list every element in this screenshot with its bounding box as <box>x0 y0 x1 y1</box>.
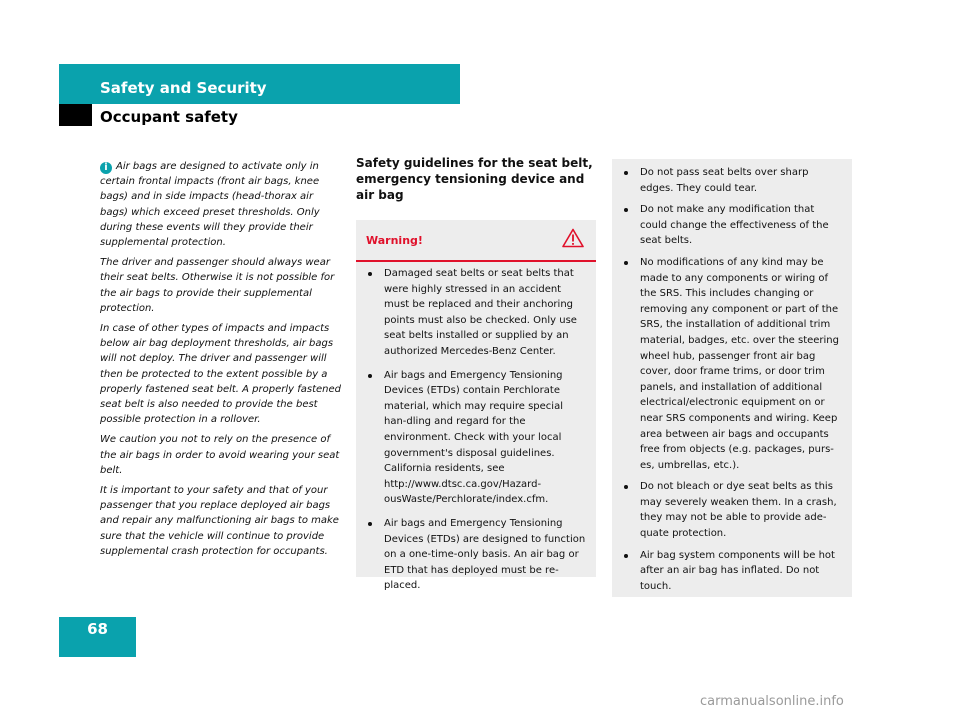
warning-header <box>356 220 596 262</box>
list-item: Do not bleach or dye seat belts as this may severely weaken them. In a crash, they may not be able to provide ade-quate protection. <box>612 479 844 541</box>
list-item: Damaged seat belts or seat belts that were highly stressed in an accident must be replaced and their anchoring points must also be checked. Only use seat belts installed or supplied by an authorized Mercedes-Benz Center. <box>356 266 588 360</box>
info-paragraph: The driver and passenger should always wear their seat belts. Otherwise it is not possible for the air bags to provide their supplemental protection. <box>100 257 335 314</box>
warning-list <box>356 262 596 594</box>
header-tab <box>59 104 92 126</box>
list-item: Do not make any modification that could change the effectiveness of the seat belts. <box>612 202 844 249</box>
watermark: carmanualsonline.info <box>700 694 844 709</box>
list-item: Air bag system components will be hot after an air bag has inflated. Do not touch. <box>612 548 844 595</box>
section-heading: Safety guidelines for the seat belt, emergency tensioning device and air bag <box>356 156 593 202</box>
section-title: Safety and Security <box>100 79 267 97</box>
subsection-title: Occupant safety <box>100 108 238 126</box>
warning-label: Warning! <box>366 234 423 247</box>
info-notes <box>100 159 342 564</box>
info-paragraph: It is important to your safety and that of your passenger that you replace deployed air bags and repair any malfunctioning air bags to make sure that the vehicle will continue to provide supplemental crash protection for occupants. <box>100 485 339 557</box>
list-item: No modifications of any kind may be made to any components or wiring of the SRS. This includes changing or removing any component or part of the SRS, the installation of additional trim material, badges, etc. over the steering wheel hub, passenger front air bag cover, door frame trims, or door trim panels, and installation of additional electrical/electronic equipment on or near SRS components and wiring. Keep area between air bags and occupants free from objects (e.g. packages, purs-es, umbrellas, etc.). <box>612 255 844 473</box>
warning-box <box>356 220 596 592</box>
info-paragraph: i Air bags are designed to activate only in certain frontal impacts (front air bags, knee bags) and in side impacts (head-thorax air bags) which exceed preset thresholds. Only during these events will they provide their supplemental protection. <box>100 161 320 249</box>
warning-triangle-icon <box>562 228 584 248</box>
list-item: Air bags and Emergency Tensioning Devices (ETDs) are designed to function on a one-time-only basis. An air bag or ETD that has deployed must be re-placed. <box>356 516 588 594</box>
info-paragraph: In case of other types of impacts and impacts below air bag deployment thresholds, air bags will not deploy. The driver and passenger will then be protected to the extent possible by a properly fastened seat belt. A properly fastened seat belt is also needed to provide the best possible protection in a rollover. <box>100 323 342 426</box>
warning-list-continued <box>612 159 852 594</box>
info-icon: i <box>100 162 112 174</box>
info-paragraph: We caution you not to rely on the presence of the air bags in order to avoid wearing your seat belt. <box>100 434 340 476</box>
warning-box-continued <box>612 159 852 597</box>
page-number: 68 <box>87 620 108 638</box>
list-item: Do not pass seat belts over sharp edges. They could tear. <box>612 165 844 196</box>
list-item: Air bags and Emergency Tensioning Devices (ETDs) contain Perchlorate material, which may require special han-dling and regard for the environment. Check with your local government's disposal guidelines. California residents, see http://www.dtsc.ca.gov/Hazard-ousWaste/Perchlorate/index.cfm. <box>356 368 588 508</box>
